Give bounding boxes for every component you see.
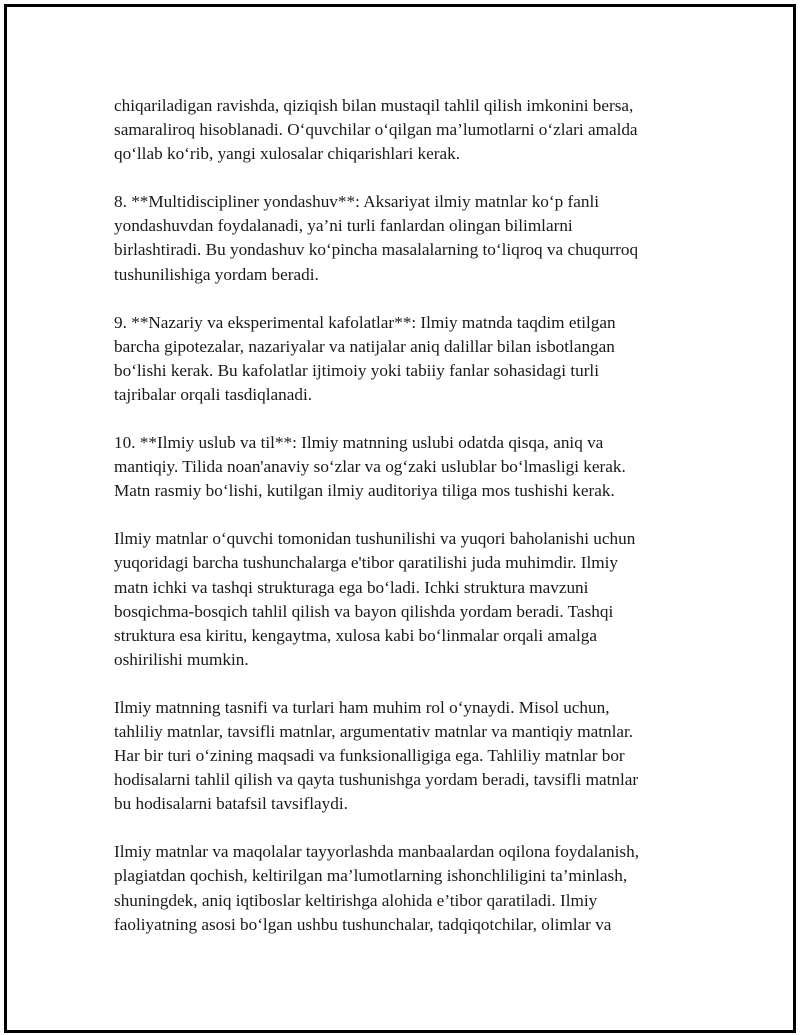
text-line: faoliyatning asosi bo‘lgan ushbu tushunchalar, tadqiqotchilar, olimlar va xyxy=(114,914,612,934)
document-body xyxy=(114,94,674,961)
text-line: tajribalar orqali tasdiqlanadi. xyxy=(114,384,313,404)
text-line: hodisalarni tahlil qilish va qayta tushunishga yordam beradi, tavsifli matnlar xyxy=(114,770,639,790)
paragraph-structure xyxy=(114,527,674,672)
paragraph-item-10 xyxy=(114,431,674,503)
text-line: Matn rasmiy bo‘lishi, kutilgan ilmiy auditoriya tiliga mos tushishi kerak. xyxy=(114,481,615,501)
text-line: plagiatdan qochish, keltirilgan ma’lumotlarning ishonchliligini ta’minlash, xyxy=(114,866,628,886)
text-line: Har bir turi o‘zining maqsadi va funksionalligiga ega. Tahliliy matnlar bor xyxy=(114,746,625,766)
text-line: tushunilishiga yordam beradi. xyxy=(114,264,319,284)
paragraph-continuation xyxy=(114,94,674,166)
text-line: tahliliy matnlar, tavsifli matnlar, argumentativ matnlar va mantiqiy matnlar. xyxy=(114,721,634,741)
text-line: bosqichma-bosqich tahlil qilish va bayon qilishda yordam beradi. Tashqi xyxy=(114,601,614,621)
text-line: birlashtiradi. Bu yondashuv ko‘pincha masalalarning to‘liqroq va chuqurroq xyxy=(114,240,639,260)
text-line: 9. **Nazariy va eksperimental kafolatlar**: Ilmiy matnda taqdim etilgan xyxy=(114,312,616,332)
paragraph-item-9 xyxy=(114,311,674,407)
text-line: Ilmiy matnning tasnifi va turlari ham muhim rol o‘ynaydi. Misol uchun, xyxy=(114,697,610,717)
text-line: shuningdek, aniq iqtiboslar keltirishga alohida e’tibor qaratiladi. Ilmiy xyxy=(114,890,598,910)
text-line: 8. **Multidiscipliner yondashuv**: Aksariyat ilmiy matnlar ko‘p fanli xyxy=(114,192,600,212)
text-line: Ilmiy matnlar va maqolalar tayyorlashda manbaalardan oqilona foydalanish, xyxy=(114,842,639,862)
text-line: oshirilishi mumkin. xyxy=(114,649,249,669)
text-line: 10. **Ilmiy uslub va til**: Ilmiy matnning uslubi odatda qisqa, aniq va xyxy=(114,433,604,453)
text-line: struktura esa kiritu, kengaytma, xulosa kabi bo‘linmalar orqali amalga xyxy=(114,625,598,645)
text-line: bo‘lishi kerak. Bu kafolatlar ijtimoiy yoki tabiiy fanlar sohasidagi turli xyxy=(114,360,599,380)
paragraph-classification xyxy=(114,696,674,816)
text-line: barcha gipotezalar, nazariyalar va natijalar aniq dalillar bilan isbotlangan xyxy=(114,336,615,356)
text-line: samaraliroq hisoblanadi. O‘quvchilar o‘qilgan ma’lumotlarni o‘zlari amalda xyxy=(114,120,638,140)
text-line: qo‘llab ko‘rib, yangi xulosalar chiqarishlari kerak. xyxy=(114,144,461,164)
text-line: Ilmiy matnlar o‘quvchi tomonidan tushunilishi va yuqori baholanishi uchun xyxy=(114,529,636,549)
paragraph-sources xyxy=(114,840,674,936)
text-line: matn ichki va tashqi strukturaga ega bo‘ladi. Ichki struktura mavzuni xyxy=(114,577,589,597)
text-line: mantiqiy. Tilida noan'anaviy so‘zlar va og‘zaki uslublar bo‘lmasligi kerak. xyxy=(114,457,626,477)
paragraph-item-8 xyxy=(114,190,674,286)
text-line: chiqariladigan ravishda, qiziqish bilan mustaqil tahlil qilish imkonini bersa, xyxy=(114,96,634,115)
text-line: yondashuvdan foydalanadi, ya’ni turli fanlardan olingan bilimlarni xyxy=(114,216,573,236)
text-line: yuqoridagi barcha tushunchalarga e'tibor qaratilishi juda muhimdir. Ilmiy xyxy=(114,553,618,573)
text-line: bu hodisalarni batafsil tavsiflaydi. xyxy=(114,794,348,814)
